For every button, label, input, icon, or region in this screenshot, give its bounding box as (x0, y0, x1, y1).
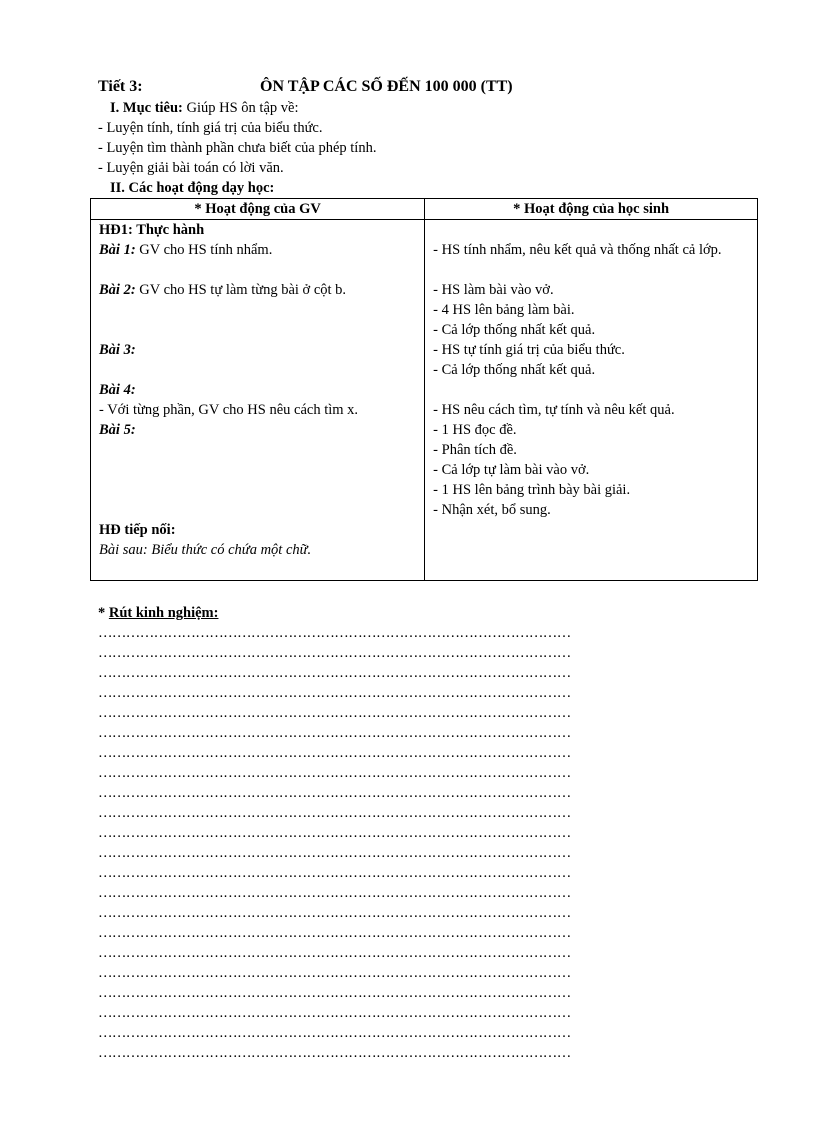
exercise-2 (99, 280, 416, 300)
student-activity: - HS tự tính giá trị của biểu thức. (433, 342, 625, 358)
activities-heading: II. Các hoạt động dạy học: (110, 180, 275, 196)
notes-prefix: * (98, 605, 109, 621)
dotted-line: ………………………………………………………………………………………… (98, 945, 571, 961)
student-activity: - HS tính nhẩm, nêu kết quả và thống nhất cả lớp. (433, 242, 722, 258)
objectives-heading (98, 98, 778, 118)
dotted-line: ………………………………………………………………………………………… (98, 1005, 571, 1021)
dotted-line: ………………………………………………………………………………………… (98, 685, 571, 701)
dotted-line: ………………………………………………………………………………………… (98, 1045, 571, 1061)
lesson-plan-page (98, 76, 778, 1063)
activity-heading: HĐ1: Thực hành (99, 222, 205, 238)
objectives-intro: Giúp HS ôn tập về: (182, 100, 299, 116)
teacher-activities-cell (91, 220, 425, 581)
dotted-line: ………………………………………………………………………………………… (98, 645, 571, 661)
notes-title: Rút kinh nghiệm: (108, 605, 219, 621)
exercise-5-label: Bài 5: (99, 422, 136, 438)
dotted-line: ………………………………………………………………………………………… (98, 765, 571, 781)
title-row (98, 76, 778, 98)
exercise-3-label: Bài 3: (99, 342, 136, 358)
exercise-1 (99, 240, 416, 260)
dotted-line: ………………………………………………………………………………………… (98, 745, 571, 761)
dotted-line: ………………………………………………………………………………………… (98, 925, 571, 941)
table-row (91, 220, 758, 581)
notes-lines (98, 623, 778, 1063)
student-activity: - Cả lớp thống nhất kết quả. (433, 362, 596, 378)
teacher-column-header: * Hoạt động của GV (91, 199, 425, 220)
student-column-header: * Hoạt động của học sinh (425, 199, 758, 220)
dotted-line: ………………………………………………………………………………………… (98, 1025, 571, 1041)
dotted-line: ………………………………………………………………………………………… (98, 705, 571, 721)
student-activity: - Nhận xét, bổ sung. (433, 502, 551, 518)
dotted-line: ………………………………………………………………………………………… (98, 785, 571, 801)
page-title: ÔN TẬP CÁC SỐ ĐẾN 100 000 (TT) (260, 78, 513, 95)
dotted-line: ………………………………………………………………………………………… (98, 845, 571, 861)
exercise-4-text: - Với từng phần, GV cho HS nêu cách tìm x. (99, 402, 359, 418)
student-activity: - 1 HS lên bảng trình bày bài giải. (433, 482, 631, 498)
dotted-line: ………………………………………………………………………………………… (98, 665, 571, 681)
next-lesson: Bài sau: Biểu thức có chứa một chữ. (99, 542, 312, 558)
exercise-label: Bài 2: (99, 282, 136, 298)
objective-item: - Luyện tính, tính giá trị của biểu thức. (98, 120, 323, 136)
objective-item: - Luyện tìm thành phần chưa biết của phép tính. (98, 140, 377, 156)
objectives-label: I. Mục tiêu: (110, 100, 183, 116)
student-activity: - Phân tích đề. (433, 442, 517, 458)
exercise-4-label: Bài 4: (99, 382, 136, 398)
notes-heading (98, 603, 778, 623)
student-activity: - HS làm bài vào vở. (433, 282, 554, 298)
dotted-line: ………………………………………………………………………………………… (98, 965, 571, 981)
student-activity: - Cả lớp tự làm bài vào vở. (433, 462, 590, 478)
dotted-line: ………………………………………………………………………………………… (98, 805, 571, 821)
dotted-line: ………………………………………………………………………………………… (98, 885, 571, 901)
student-activity: - 4 HS lên bảng làm bài. (433, 302, 575, 318)
activities-table (90, 198, 758, 581)
student-activity: - HS nêu cách tìm, tự tính và nêu kết quả. (433, 402, 675, 418)
exercise-text: GV cho HS tự làm từng bài ở cột b. (135, 282, 347, 298)
objective-item: - Luyện giải bài toán có lời văn. (98, 160, 284, 176)
exercise-label: Bài 1: (99, 242, 136, 258)
dotted-line: ………………………………………………………………………………………… (98, 725, 571, 741)
dotted-line: ………………………………………………………………………………………… (98, 905, 571, 921)
dotted-line: ………………………………………………………………………………………… (98, 865, 571, 881)
lesson-number: Tiết 3: (98, 78, 143, 95)
dotted-line: ………………………………………………………………………………………… (98, 625, 571, 641)
exercise-text: GV cho HS tính nhẩm. (135, 242, 273, 258)
student-activity: - 1 HS đọc đề. (433, 422, 517, 438)
table-header-row (91, 199, 758, 220)
dotted-line: ………………………………………………………………………………………… (98, 985, 571, 1001)
student-activities-cell (425, 220, 758, 581)
student-activity: - Cả lớp thống nhất kết quả. (433, 322, 596, 338)
dotted-line: ………………………………………………………………………………………… (98, 825, 571, 841)
follow-up-heading: HĐ tiếp nối: (99, 522, 176, 538)
